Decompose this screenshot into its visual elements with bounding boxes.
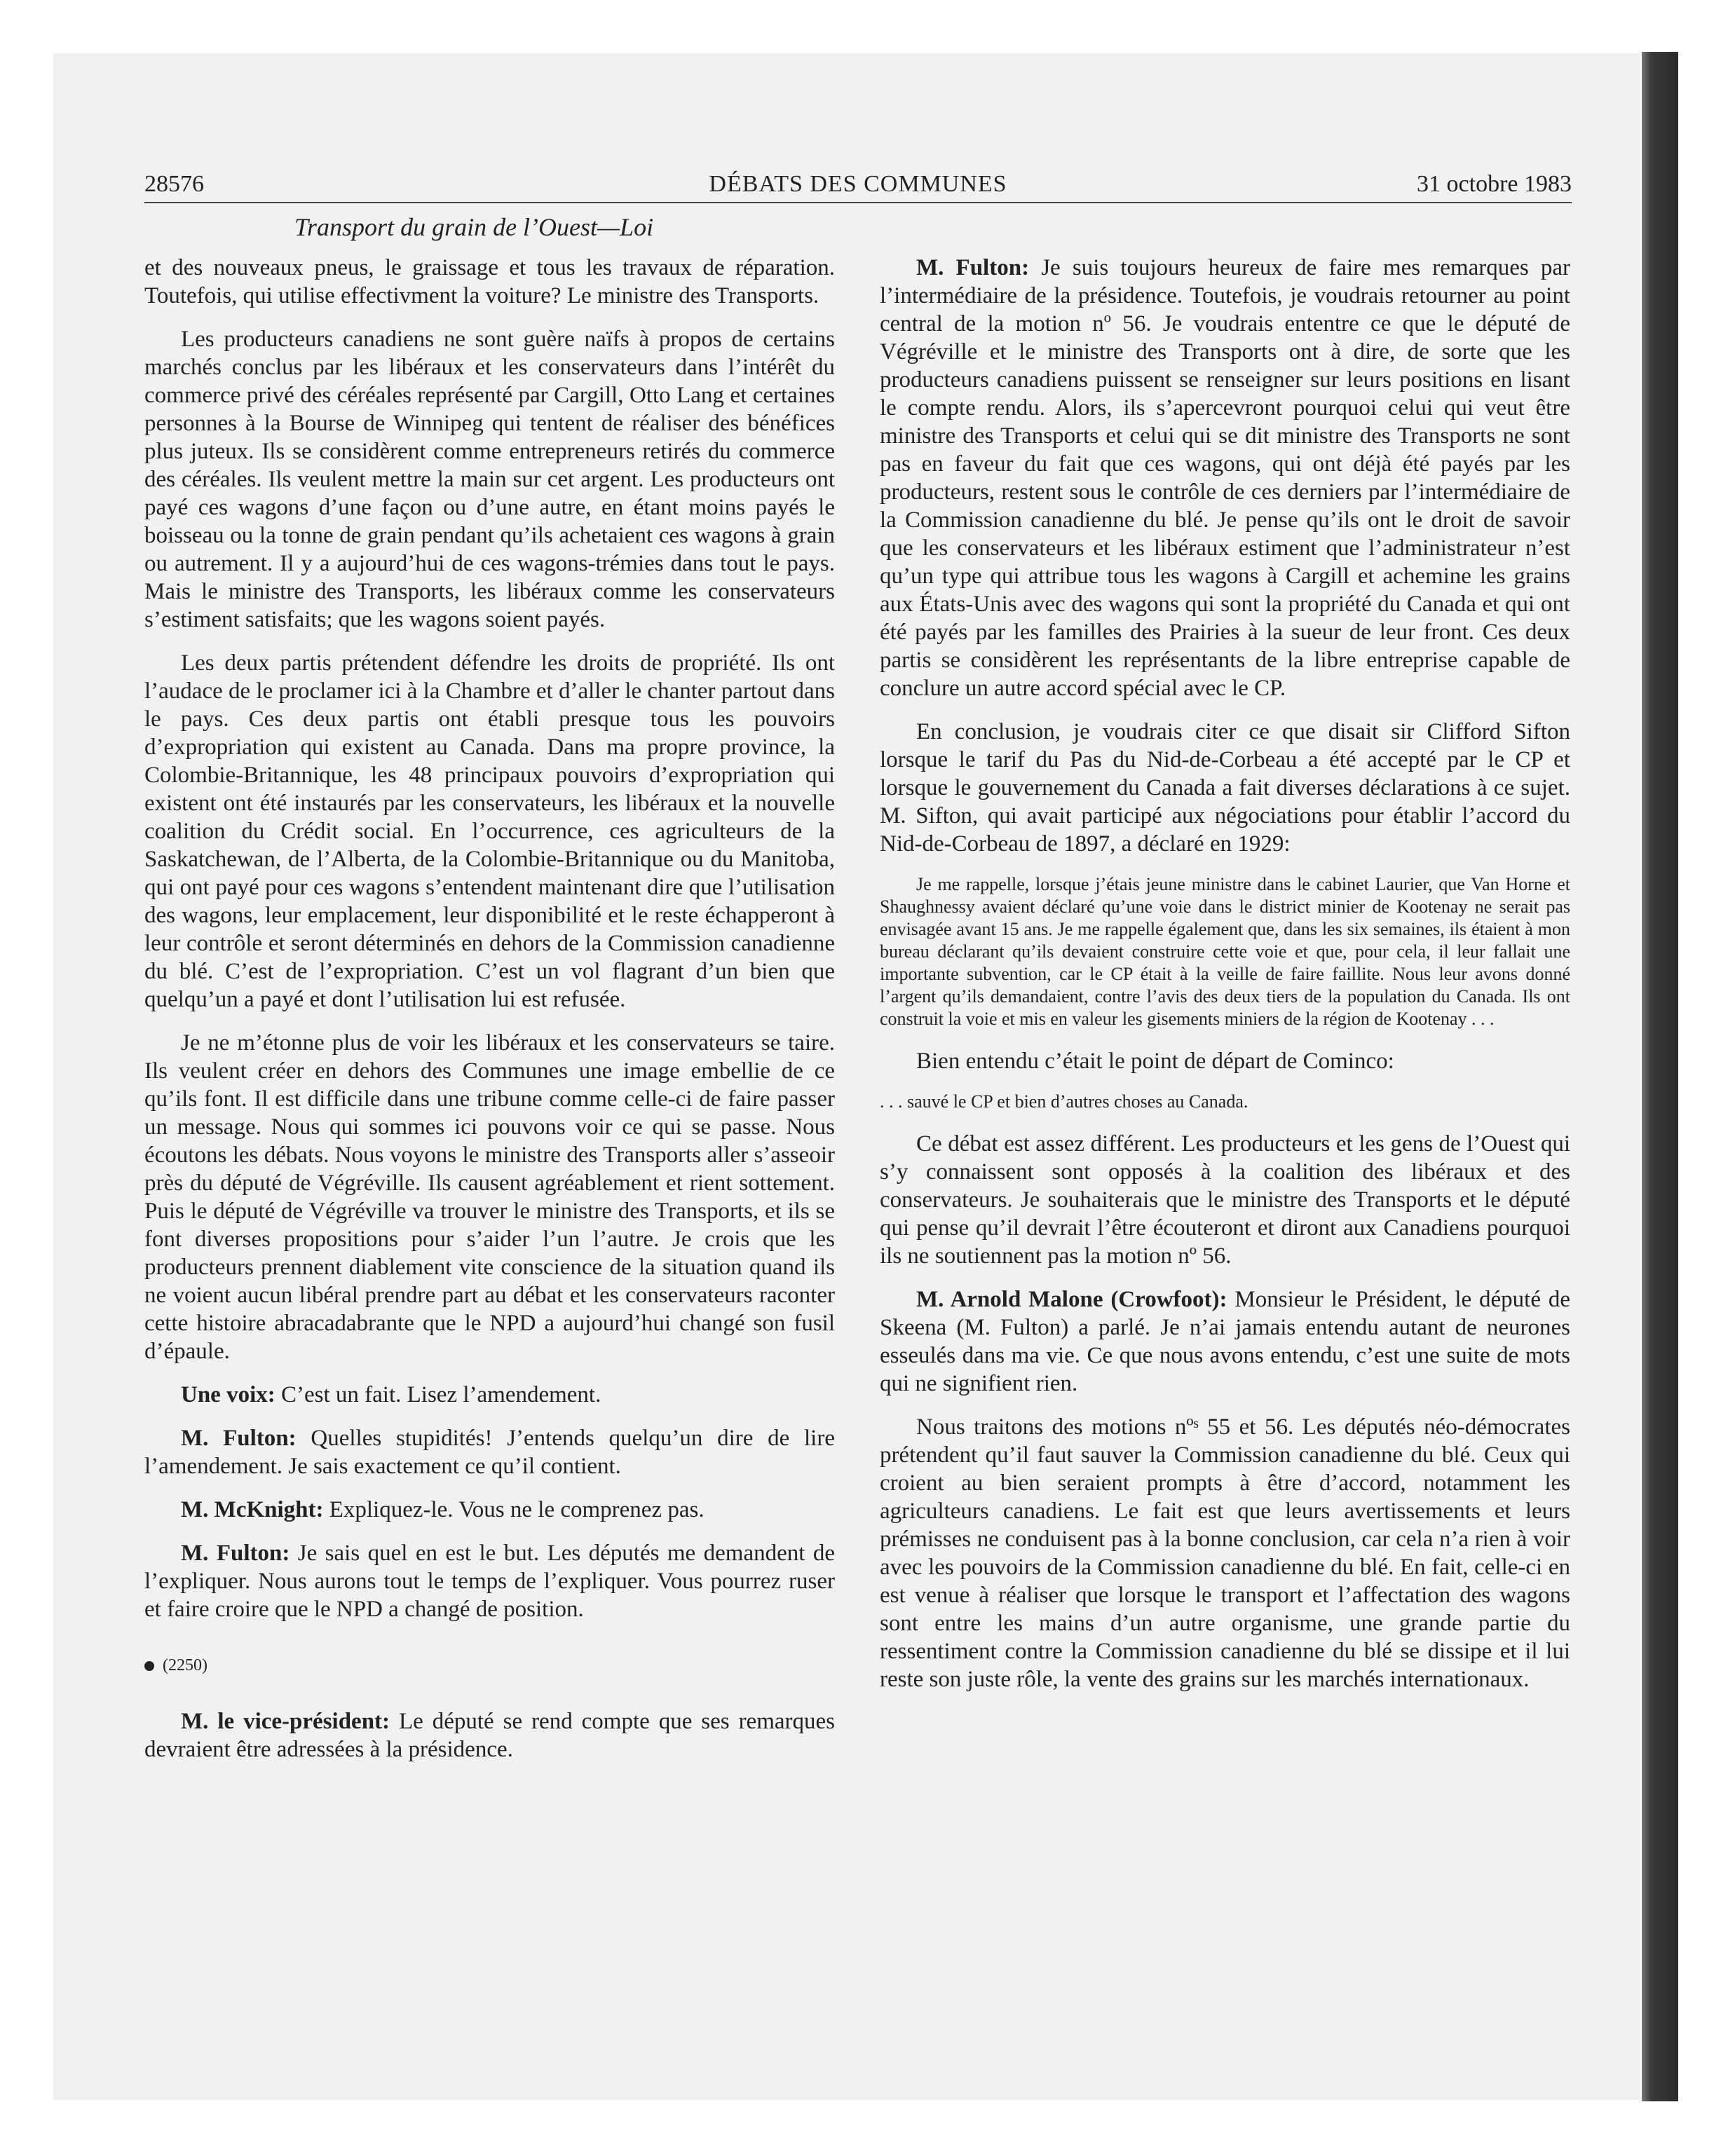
bullet-icon — [144, 1661, 154, 1671]
speaker-name: Une voix: — [181, 1382, 275, 1407]
speaker-name: M. Fulton: — [181, 1541, 290, 1566]
time-marker — [144, 1651, 835, 1679]
speaker-name: M. le vice-président: — [181, 1709, 390, 1734]
speaker-name: M. Arnold Malone (Crowfoot): — [916, 1287, 1227, 1312]
speech — [144, 1381, 835, 1409]
paragraph: Les deux partis prétendent défendre les droits de propriété. Ils ont l’audace de le proclamer ici à la Chambre et d’aller le chanter partout dans le pays. Ces deux partis ont établi presque tous les pouvoirs d’expropriation qui existent au Canada. Dans ma propre province, la Colombie-Britannique, les 48 principaux pouvoirs d’expropriation qui existent ont été instaurés par les conservateurs, les libéraux et la nouvelle coalition du Crédit social. En l’occurrence, ces agriculteurs de la Saskatchewan, de l’Alberta, de la Colombie-Britannique ou du Manitoba, qui ont payé pour ces wagons s’entendent maintenant dire que l’utilisation des wagons, leur emplacement, leur disponibilité et le reste échapperont à leur contrôle et seront déterminés en dehors de la Commission canadienne du blé. C’est de l’expropriation. C’est un vol flagrant d’un bien que quelqu’un a payé et dont l’utilisation lui est refusée. — [144, 650, 835, 1012]
right-column — [880, 254, 1570, 2020]
speech — [880, 254, 1570, 702]
speech-text: C’est un fait. Lisez l’amendement. — [275, 1382, 601, 1407]
paragraph: et des nouveaux pneus, le graissage et tous les travaux de réparation. Toutefois, qui utilise effectivment la voiture? Le ministre des Transports. — [144, 255, 835, 308]
paragraph: Ce débat est assez différent. Les producteurs et les gens de l’Ouest qui s’y connaissent sont opposés à la coalition des libéraux et des conservateurs. Je souhaiterais que le ministre des Transports et le député qui pense qu’il devrait l’être écouteront et diront aux Canadiens pourquoi ils ne soutiennent pas la motion nº 56. — [880, 1131, 1570, 1269]
paragraph: Nous traitons des motions nºˢ 55 et 56. Les députés néo-démocrates prétendent qu’il faut sauver la Commission canadienne du blé. Ceux qui croient au bien seraient prompts à être d’accord, notamment les agriculteurs canadiens. Le fait est que leurs avertissements et leurs prémisses ne conduisent pas à la bonne conclusion, car cela n’a rien à voir avec les pouvoirs de la Commission canadienne du blé. En fait, celle-ci en est venue à réaliser que lorsque le transport et l’affectation des wagons sont entre les mains d’un autre organisme, une grande partie du ressentiment contre la Commission canadienne du blé se dissipe et il lui reste son juste rôle, la vente des grains sur les marchés internationaux. — [880, 1414, 1570, 1692]
publication-title: DÉBATS DES COMMUNES — [709, 171, 1007, 197]
time-marker-text: (2250) — [163, 1656, 207, 1674]
paragraph: En conclusion, je voudrais citer ce que disait sir Clifford Sifton lorsque le tarif du Pas du Nid-de-Corbeau a été accepté par le CP et lorsque le gouvernement du Canada a fait diverses déclarations à ce sujet. M. Sifton, qui avait participé aux négociations pour établir l’accord du Nid-de-Corbeau de 1897, a déclaré en 1929: — [880, 719, 1570, 857]
speech-text: Le député se rend compte que ses remarques devraient être adressées à la présidence. — [144, 1709, 835, 1762]
speech — [144, 1707, 835, 1763]
paragraph: Les producteurs canadiens ne sont guère naïfs à propos de certains marchés conclus par les libéraux et les conservateurs dans l’intérêt du commerce privé des céréales représenté par Cargill, Otto Lang et certaines personnes à la Bourse de Winnipeg qui tentent de réaliser des bénéfices plus juteux. Ils se considèrent comme entrepreneurs retirés du commerce des céréales. Ils veulent mettre la main sur cet argent. Les producteurs ont payé ces wagons d’une façon ou d’une autre, en étant moins payés le boisseau ou la tonne de grain pendant qu’ils achetaient ces wagons à grain ou autrement. Il y a aujourd’hui de ces wagons-trémies dans tout le pays. Mais le ministre des Transports, les libéraux comme les conservateurs s’estiment satisfaits; que les wagons soient payés. — [144, 327, 835, 632]
speech-text: Je sais quel en est le but. Les députés me demandent de l’expliquer. Nous aurons tout le temps de l’expliquer. Vous pourrez ruser et faire croire que le NPD a changé de position. — [144, 1541, 835, 1622]
speech — [144, 1539, 835, 1623]
block-quote: Je me rappelle, lorsque j’étais jeune ministre dans le cabinet Laurier, que Van Horne et Shaughnessy avaient déclaré qu’une voie dans le district minier de Kootenay ne serait pas envisagée avant 15 ans. Je me rappelle également que, dans les six semaines, ils étaient à mon bureau déclarant qu’ils devaient construire cette voie et que, pour cela, il leur fallait une importante subvention, car le CP était à la veille de faire faillite. Nous leur avons donné l’argent qu’ils demandaient, contre l’avis des deux tiers de la population du Canada. Ils ont construit la voie et mis en valeur les gisements miniers de la région de Kootenay . . . — [880, 874, 1570, 1029]
page-binding-edge — [1642, 52, 1678, 2101]
speaker-name: M. Fulton: — [181, 1426, 297, 1451]
section-subtitle: Transport du grain de l’Ouest—Loi — [294, 213, 654, 241]
speech — [880, 1285, 1570, 1398]
speech — [144, 1496, 835, 1524]
speech-text: Expliquez-le. Vous ne le comprenez pas. — [323, 1497, 705, 1522]
speech — [144, 1424, 835, 1480]
page-date: 31 octobre 1983 — [1417, 171, 1572, 197]
speech-text: Monsieur le Président, le député de Skeena (M. Fulton) a parlé. Je n’ai jamais entendu autant de neurones esseulés dans ma vie. Ce que nous avons entendu, c’est une suite de mots qui ne signifient rien. — [880, 1287, 1570, 1396]
page-number: 28576 — [144, 171, 204, 197]
block-quote: . . . sauvé le CP et bien d’autres choses au Canada. — [880, 1091, 1248, 1112]
left-column — [144, 254, 835, 2020]
paragraph: Bien entendu c’était le point de départ de Cominco: — [916, 1049, 1394, 1074]
speaker-name: M. Fulton: — [916, 255, 1030, 280]
page-header — [144, 168, 1572, 203]
speech-text: Quelles stupidités! J’entends quelqu’un dire de lire l’amendement. Je sais exactement ce qu’il contient. — [144, 1426, 835, 1479]
speech-text: Je suis toujours heureux de faire mes remarques par l’intermédiaire de la présidence. Toutefois, je voudrais retourner au point central de la motion nº 56. Je voudrais ententre ce que le député de Végréville et le ministre des Transports ont à dire, de sorte que les producteurs canadiens puissent se renseigner sur leurs positions en lisant le compte rendu. Alors, ils s’apercevront pourquoi celui qui veut être ministre des Transports et celui qui se dit ministre des Transports ne sont pas en faveur du fait que ces wagons, qui ont déjà été payés par les producteurs, restent sous le contrôle de ces derniers par l’intermédiaire de la Commission canadienne du blé. Je pense qu’ils ont le droit de savoir que les conservateurs et les libéraux estiment que l’administrateur n’est qu’un type qui attribue tous les wagons à Cargill et achemine les grains aux États-Unis avec des wagons qui sont la propriété du Canada et qui ont été payés par les familles des Prairies à la sueur de leur front. Ces deux partis se considèrent les représentants de la libre entreprise capable de conclure un autre accord spécial avec le CP. — [880, 255, 1570, 701]
paragraph: Je ne m’étonne plus de voir les libéraux et les conservateurs se taire. Ils veulent créer en dehors des Communes une image embellie de ce qu’ils font. Il est difficile dans une tribune comme celle-ci de faire passer un message. Nous qui sommes ici pouvons voir ce qui se passe. Nous écoutons les débats. Nous voyons le ministre des Transports aller s’asseoir près du député de Végréville. Ils causent agréablement et rient sottement. Puis le député de Végréville va trouver le ministre des Transports, et ils se font diverses propositions pour s’aider l’un l’autre. Je crois que les producteurs prennent diablement vite conscience de la situation quand ils ne voient aucun libéral prendre part au débat et les conservateurs raconter cette histoire abracadabrante que le NPD a aujourd’hui changé son fusil d’épaule. — [144, 1030, 835, 1364]
speaker-name: M. McKnight: — [181, 1497, 324, 1522]
